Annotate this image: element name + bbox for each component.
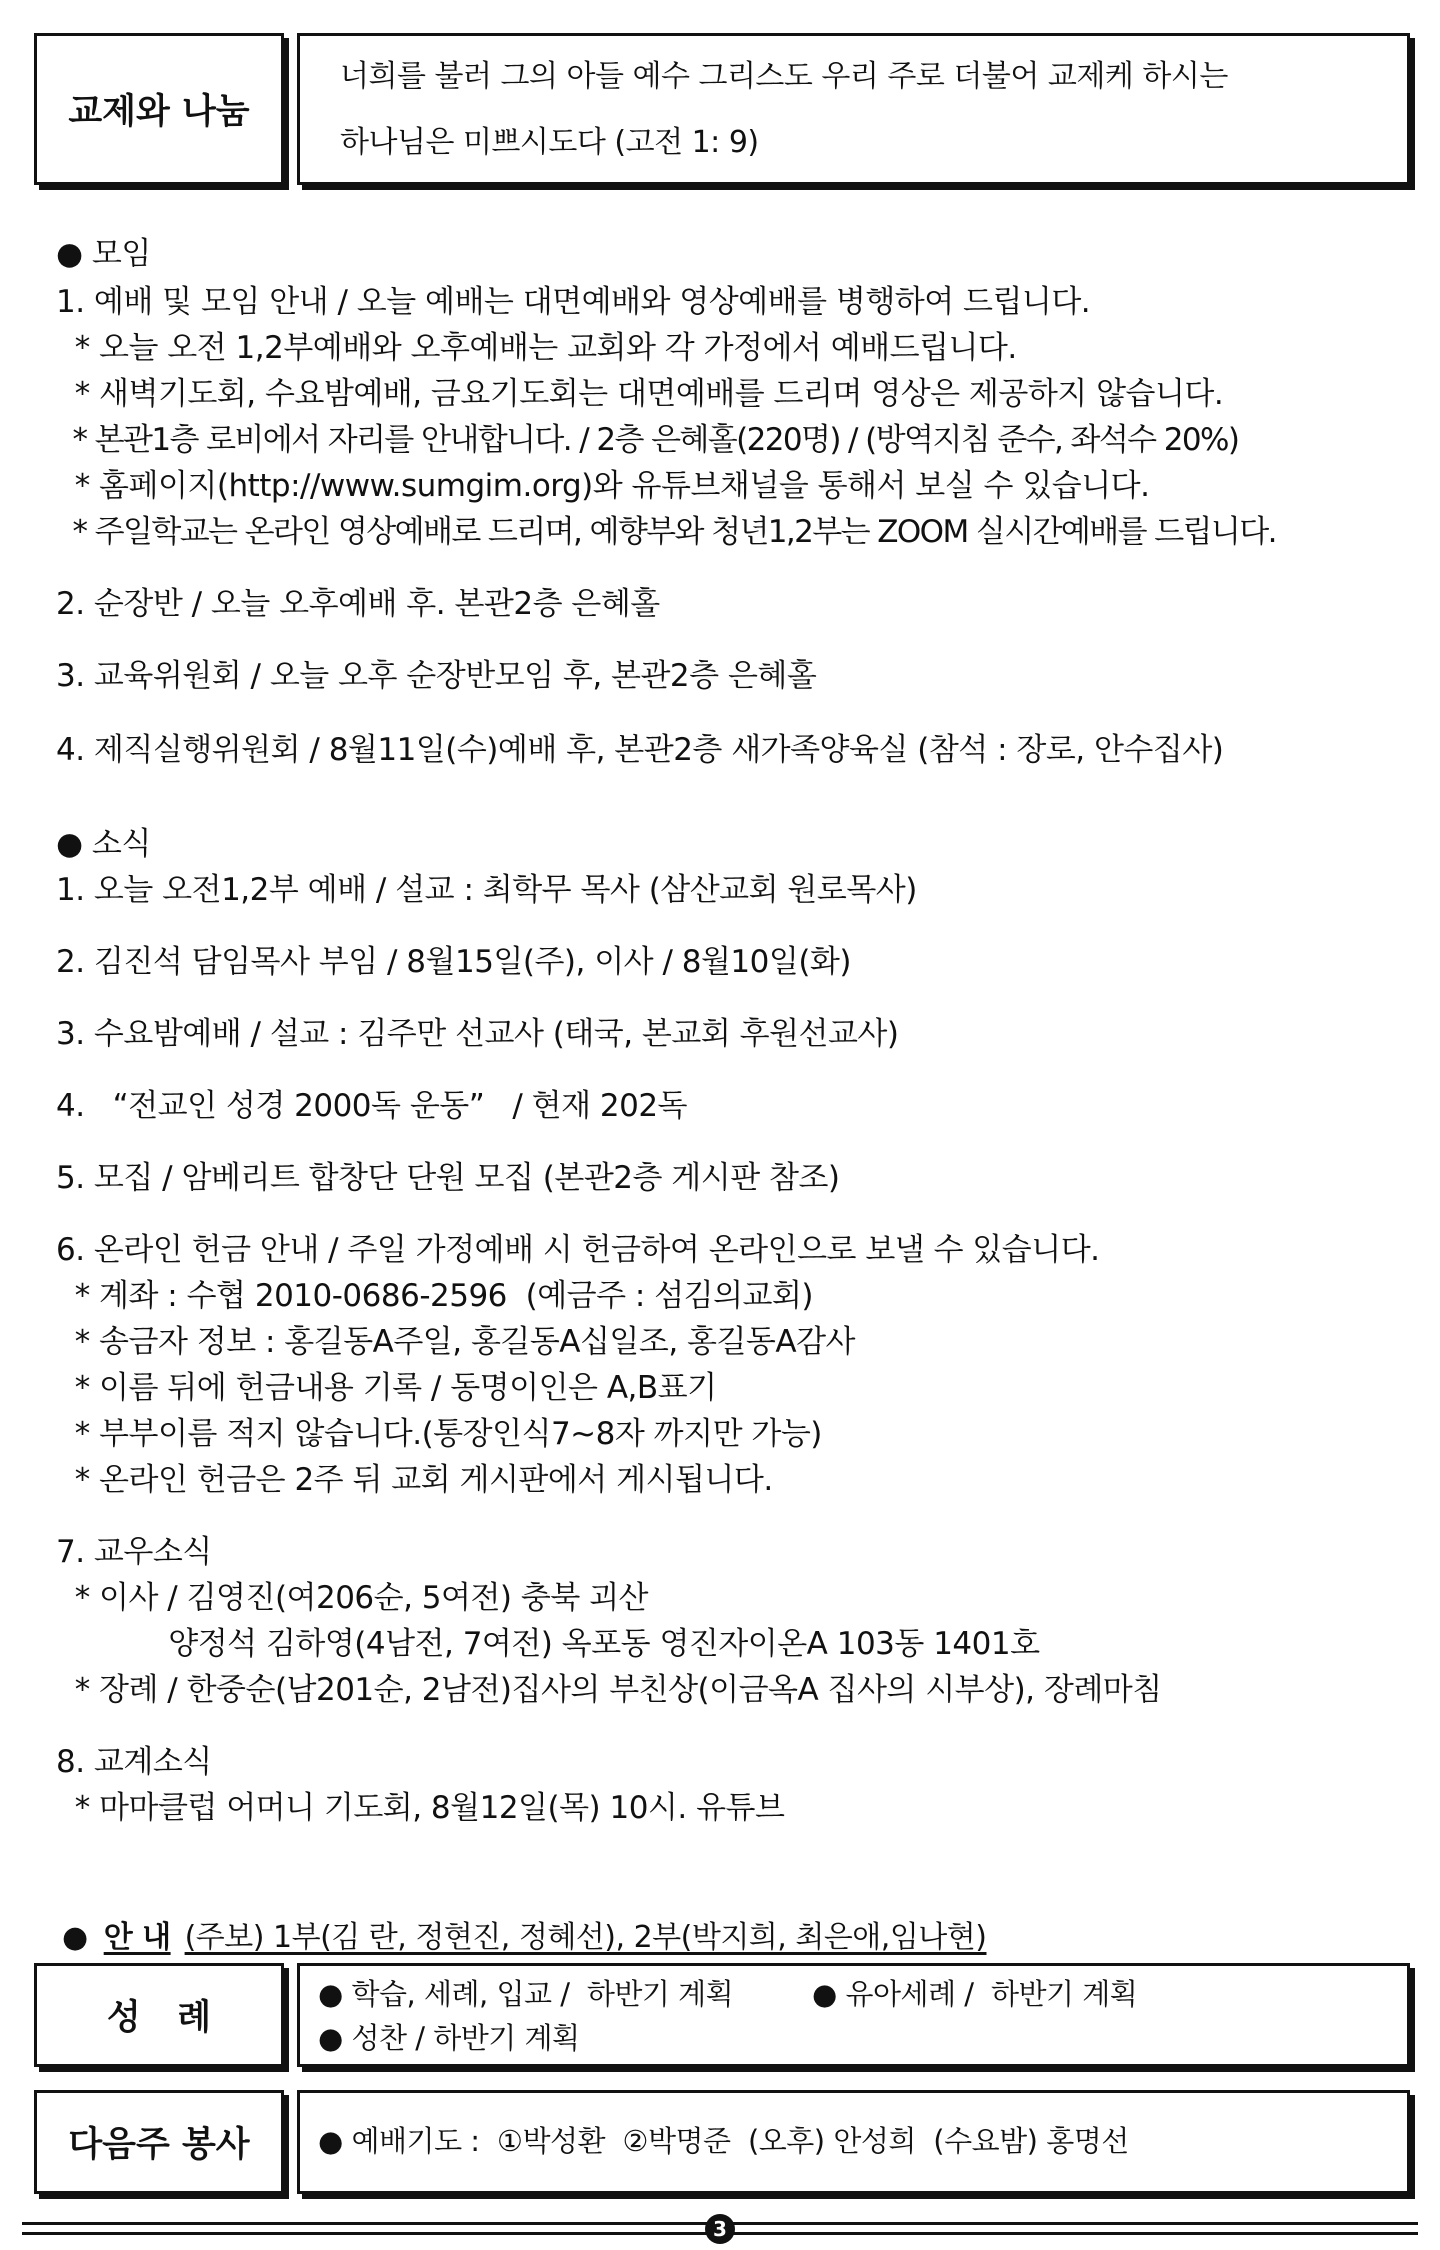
- guide-bullet: ●: [62, 1920, 88, 1955]
- news-line: * 장례 / 한중순(남201순, 2남전)집사의 부친상(이금옥A 집사의 시부상), 장례마침: [56, 1672, 1162, 1708]
- gathering-title: ● 모임: [56, 236, 151, 272]
- news-line: * 마마클럽 어머니 기도회, 8월12일(목) 10시. 유튜브: [56, 1790, 785, 1826]
- news-line: 3. 수요밤예배 / 설교 : 김주만 선교사 (태국, 본교회 후원선교사): [56, 1016, 899, 1052]
- gathering-line: * 새벽기도회, 수요밤예배, 금요기도회는 대면예배를 드리며 영상은 제공하지 않습니다.: [56, 376, 1224, 412]
- header-label: 교제와 나눔: [68, 92, 250, 132]
- page-number-badge: [705, 2214, 735, 2244]
- gathering-line: 3. 교육위원회 / 오늘 오후 순장반모임 후, 본관2층 은혜홀: [56, 658, 817, 694]
- news-line: 양정석 김하영(4남전, 7여전) 옥포동 영진자이온A 103동 1401호: [56, 1626, 1040, 1662]
- news-line: 1. 오늘 오전1,2부 예배 / 설교 : 최학무 목사 (삼산교회 원로목사): [56, 872, 917, 908]
- news-line: 6. 온라인 헌금 안내 / 주일 가정예배 시 헌금하여 온라인으로 보낼 수 있습니다.: [56, 1232, 1100, 1268]
- next-week-label: 다음주 봉사: [68, 2125, 250, 2165]
- page-number: 3: [713, 2217, 727, 2241]
- news-line: 2. 김진석 담임목사 부임 / 8월15일(주), 이사 / 8월10일(화): [56, 944, 851, 980]
- gathering-line: 1. 예배 및 모임 안내 / 오늘 예배는 대면예배와 영상예배를 병행하여 드립니다.: [56, 284, 1091, 320]
- news-line: * 온라인 헌금은 2주 뒤 교회 게시판에서 게시됩니다.: [56, 1462, 773, 1498]
- guide-line: [62, 1912, 986, 1956]
- news-line: * 이사 / 김영진(여206순, 5여전) 충북 괴산: [56, 1580, 649, 1616]
- sacrament-item: ● 유아세례 / 하반기 계획: [812, 1977, 1138, 2011]
- gathering-line: * 본관1층 로비에서 자리를 안내합니다. / 2층 은혜홀(220명) / (방역지침 준수, 좌석수 20%): [56, 422, 1239, 458]
- news-line: 4. “전교인 성경 2000독 운동” / 현재 202독: [56, 1088, 688, 1124]
- verse-line-1: 너희를 불러 그의 아들 예수 그리스도 우리 주로 더불어 교제케 하시는: [340, 59, 1228, 94]
- verse-box: [297, 33, 1410, 185]
- gathering-line: 4. 제직실행위원회 / 8월11일(수)예배 후, 본관2층 새가족양육실 (참석 : 장로, 안수집사): [56, 732, 1224, 768]
- next-week-box: [297, 2090, 1410, 2194]
- next-week-label-box: [34, 2090, 284, 2194]
- sacrament-item: ● 학습, 세례, 입교 / 하반기 계획: [318, 1977, 734, 2011]
- gathering-line: * 오늘 오전 1,2부예배와 오후예배는 교회와 각 가정에서 예배드립니다.: [56, 330, 1017, 366]
- news-line: 7. 교우소식: [56, 1534, 212, 1570]
- guide-label: 안 내: [103, 1920, 171, 1955]
- gathering-line: * 주일학교는 온라인 영상예배로 드리며, 예향부와 청년1,2부는 ZOOM 실시간예배를 드립니다.: [56, 514, 1276, 550]
- guide-text: (주보) 1부(김 란, 정현진, 정혜선), 2부(박지희, 최은애,임나현): [184, 1920, 987, 1955]
- news-line: * 송금자 정보 : 홍길동A주일, 홍길동A십일조, 홍길동A감사: [56, 1324, 855, 1360]
- sacrament-label: 성 례: [106, 1998, 212, 2038]
- news-line: * 이름 뒤에 헌금내용 기록 / 동명이인은 A,B표기: [56, 1370, 717, 1406]
- verse-line-2: 하나님은 미쁘시도다 (고전 1: 9): [340, 125, 759, 160]
- sacrament-box: [297, 1963, 1410, 2067]
- sacrament-item: ● 성찬 / 하반기 계획: [318, 2021, 580, 2055]
- news-line: * 부부이름 적지 않습니다.(통장인식7~8자 까지만 가능): [56, 1416, 822, 1452]
- sacrament-label-box: [34, 1963, 284, 2067]
- gathering-line: * 홈페이지(http://www.sumgim.org)와 유튜브채널을 통해서 보실 수 있습니다.: [56, 468, 1150, 504]
- news-title: ● 소식: [56, 826, 151, 862]
- news-line: * 계좌 : 수협 2010-0686-2596 (예금주 : 섬김의교회): [56, 1278, 814, 1314]
- next-week-text: ● 예배기도 : ①박성환 ②박명준 (오후) 안성희 (수요밤) 홍명선: [318, 2124, 1129, 2158]
- header-label-box: [34, 33, 284, 185]
- news-line: 5. 모집 / 암베리트 합창단 단원 모집 (본관2층 게시판 참조): [56, 1160, 840, 1196]
- gathering-line: 2. 순장반 / 오늘 오후예배 후. 본관2층 은혜홀: [56, 586, 660, 622]
- news-line: 8. 교계소식: [56, 1744, 212, 1780]
